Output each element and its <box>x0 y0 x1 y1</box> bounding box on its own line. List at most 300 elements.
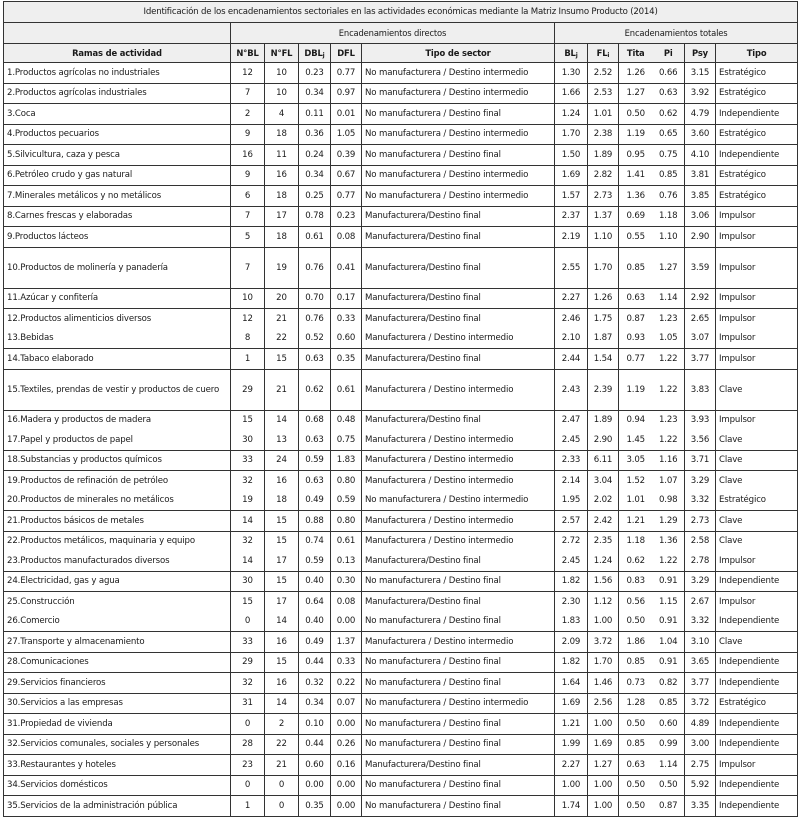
cell-nbl: 29 <box>231 369 265 410</box>
cell-pi: 1.23 <box>653 410 685 430</box>
cell-dfl: 1.83 <box>331 450 362 471</box>
cell-tipo: Impulsor <box>716 329 798 349</box>
cell-nbl: 5 <box>231 227 265 248</box>
table-row <box>4 247 798 288</box>
cell-nbl: 8 <box>231 329 265 349</box>
cell-tita: 1.41 <box>619 165 653 186</box>
cell-rama: 20.Productos de minerales no metálicos <box>4 491 231 511</box>
cell-dbl: 0.36 <box>299 124 331 145</box>
cell-tita: 0.50 <box>619 714 653 735</box>
cell-fl: 1.75 <box>588 309 619 329</box>
cell-tita: 0.62 <box>619 551 653 571</box>
cell-dbl: 0.63 <box>299 471 331 491</box>
cell-pi: 1.22 <box>653 430 685 450</box>
cell-fl: 2.82 <box>588 165 619 186</box>
cell-fl: 2.90 <box>588 430 619 450</box>
cell-psy: 3.85 <box>685 186 716 207</box>
cell-pi: 1.22 <box>653 551 685 571</box>
cell-psy: 3.56 <box>685 430 716 450</box>
cell-tipo-sector: No manufacturera / Destino final <box>362 673 555 694</box>
cell-psy: 4.79 <box>685 104 716 125</box>
cell-dfl: 0.97 <box>331 83 362 104</box>
col-header-nfl: N°FL <box>265 44 299 63</box>
cell-tita: 0.50 <box>619 796 653 817</box>
cell-tita: 0.63 <box>619 288 653 309</box>
cell-nbl: 32 <box>231 531 265 551</box>
cell-nbl: 23 <box>231 755 265 776</box>
cell-rama: 14.Tabaco elaborado <box>4 349 231 370</box>
cell-nfl: 18 <box>265 186 299 207</box>
cell-fl: 2.73 <box>588 186 619 207</box>
cell-pi: 1.36 <box>653 531 685 551</box>
cell-dbl: 0.68 <box>299 410 331 430</box>
cell-tita: 0.85 <box>619 247 653 288</box>
col-header-tipo: Tipo <box>716 44 798 63</box>
table-title: Identificación de los encadenamientos sectoriales en las actividades económicas mediante la Matriz Insumo Producto (2014) <box>4 2 798 23</box>
cell-nbl: 9 <box>231 165 265 186</box>
cell-pi: 1.05 <box>653 329 685 349</box>
cell-dfl: 0.39 <box>331 145 362 166</box>
table-row <box>4 491 798 511</box>
cell-pi: 0.76 <box>653 186 685 207</box>
cell-rama: 29.Servicios financieros <box>4 673 231 694</box>
cell-tipo: Estratégico <box>716 83 798 104</box>
table-row <box>4 775 798 796</box>
cell-dbl: 0.49 <box>299 632 331 653</box>
cell-psy: 3.32 <box>685 612 716 632</box>
cell-psy: 3.77 <box>685 673 716 694</box>
cell-tipo: Independiente <box>716 673 798 694</box>
table-row <box>4 755 798 776</box>
cell-pi: 0.99 <box>653 734 685 755</box>
cell-rama: 30.Servicios a las empresas <box>4 693 231 714</box>
cell-dbl: 0.88 <box>299 511 331 532</box>
cell-dfl: 0.60 <box>331 329 362 349</box>
cell-psy: 3.35 <box>685 796 716 817</box>
cell-dfl: 0.67 <box>331 165 362 186</box>
cell-psy: 3.65 <box>685 652 716 673</box>
cell-dbl: 0.76 <box>299 309 331 329</box>
cell-pi: 0.62 <box>653 104 685 125</box>
cell-fl: 3.04 <box>588 471 619 491</box>
cell-tita: 0.50 <box>619 775 653 796</box>
cell-nfl: 15 <box>265 652 299 673</box>
cell-pi: 0.66 <box>653 63 685 84</box>
cell-tita: 0.94 <box>619 410 653 430</box>
cell-tipo-sector: No manufacturera / Destino intermedio <box>362 124 555 145</box>
table-row <box>4 83 798 104</box>
group-header-direct: Encadenamientos directos <box>231 23 555 44</box>
cell-nfl: 22 <box>265 329 299 349</box>
cell-rama: 24.Electricidad, gas y agua <box>4 571 231 592</box>
cell-dfl: 0.80 <box>331 511 362 532</box>
cell-rama: 5.Silvicultura, caza y pesca <box>4 145 231 166</box>
cell-bl: 2.27 <box>555 755 588 776</box>
cell-nfl: 17 <box>265 592 299 612</box>
cell-nfl: 15 <box>265 571 299 592</box>
cell-psy: 3.07 <box>685 329 716 349</box>
cell-fl: 2.38 <box>588 124 619 145</box>
cell-psy: 2.92 <box>685 288 716 309</box>
cell-psy: 3.59 <box>685 247 716 288</box>
cell-dfl: 0.59 <box>331 491 362 511</box>
cell-psy: 3.06 <box>685 206 716 227</box>
cell-nfl: 20 <box>265 288 299 309</box>
cell-tipo-sector: No manufacturera / Destino intermedio <box>362 63 555 84</box>
table-row <box>4 796 798 817</box>
cell-nfl: 18 <box>265 124 299 145</box>
cell-tita: 0.85 <box>619 734 653 755</box>
cell-nfl: 16 <box>265 673 299 694</box>
cell-dfl: 0.61 <box>331 369 362 410</box>
cell-rama: 26.Comercio <box>4 612 231 632</box>
cell-nfl: 4 <box>265 104 299 125</box>
linkage-table <box>3 1 798 817</box>
cell-rama: 3.Coca <box>4 104 231 125</box>
cell-pi: 0.91 <box>653 652 685 673</box>
cell-bl: 1.95 <box>555 491 588 511</box>
cell-tipo-sector: No manufacturera / Destino intermedio <box>362 186 555 207</box>
cell-nfl: 14 <box>265 410 299 430</box>
cell-rama: 11.Azúcar y confitería <box>4 288 231 309</box>
cell-bl: 2.27 <box>555 288 588 309</box>
cell-bl: 2.44 <box>555 349 588 370</box>
table-row <box>4 693 798 714</box>
cell-pi: 1.14 <box>653 288 685 309</box>
cell-pi: 1.22 <box>653 349 685 370</box>
cell-dbl: 0.52 <box>299 329 331 349</box>
cell-bl: 2.09 <box>555 632 588 653</box>
cell-dfl: 0.48 <box>331 410 362 430</box>
col-header-fl: $FL_i$ <box>588 44 619 63</box>
cell-tipo: Impulsor <box>716 410 798 430</box>
cell-dbl: 0.25 <box>299 186 331 207</box>
cell-tipo-sector: Manufacturera/Destino final <box>362 288 555 309</box>
cell-tipo-sector: Manufacturera / Destino intermedio <box>362 632 555 653</box>
cell-fl: 2.52 <box>588 63 619 84</box>
cell-nfl: 15 <box>265 511 299 532</box>
cell-tipo: Impulsor <box>716 755 798 776</box>
cell-tipo-sector: Manufacturera / Destino intermedio <box>362 329 555 349</box>
group-header-total: Encadenamientos totales <box>555 23 798 44</box>
cell-tipo-sector: Manufacturera/Destino final <box>362 349 555 370</box>
cell-dfl: 0.80 <box>331 471 362 491</box>
cell-tipo: Impulsor <box>716 206 798 227</box>
cell-tipo-sector: Manufacturera / Destino intermedio <box>362 450 555 471</box>
cell-pi: 1.18 <box>653 206 685 227</box>
cell-tipo: Estratégico <box>716 63 798 84</box>
cell-pi: 1.07 <box>653 471 685 491</box>
cell-fl: 1.01 <box>588 104 619 125</box>
cell-nbl: 29 <box>231 652 265 673</box>
cell-fl: 1.70 <box>588 652 619 673</box>
cell-psy: 3.29 <box>685 571 716 592</box>
cell-bl: 2.37 <box>555 206 588 227</box>
cell-nfl: 18 <box>265 227 299 248</box>
cell-fl: 1.27 <box>588 755 619 776</box>
cell-rama: 13.Bebidas <box>4 329 231 349</box>
cell-nfl: 14 <box>265 612 299 632</box>
cell-dbl: 0.00 <box>299 775 331 796</box>
cell-bl: 1.99 <box>555 734 588 755</box>
cell-dbl: 0.59 <box>299 450 331 471</box>
table-row <box>4 450 798 471</box>
cell-tita: 1.26 <box>619 63 653 84</box>
cell-nbl: 9 <box>231 124 265 145</box>
cell-tipo-sector: No manufacturera / Destino final <box>362 714 555 735</box>
cell-rama: 27.Transporte y almacenamiento <box>4 632 231 653</box>
cell-bl: 1.83 <box>555 612 588 632</box>
cell-dbl: 0.44 <box>299 652 331 673</box>
cell-dfl: 0.77 <box>331 186 362 207</box>
cell-tipo: Clave <box>716 632 798 653</box>
cell-nbl: 14 <box>231 511 265 532</box>
cell-fl: 1.70 <box>588 247 619 288</box>
cell-rama: 7.Minerales metálicos y no metálicos <box>4 186 231 207</box>
cell-tipo-sector: Manufacturera / Destino intermedio <box>362 430 555 450</box>
cell-bl: 1.24 <box>555 104 588 125</box>
cell-bl: 1.69 <box>555 693 588 714</box>
cell-tita: 0.50 <box>619 104 653 125</box>
col-header-psy: Psy <box>685 44 716 63</box>
cell-fl: 1.46 <box>588 673 619 694</box>
cell-tipo: Impulsor <box>716 247 798 288</box>
cell-nfl: 21 <box>265 755 299 776</box>
cell-dfl: 1.37 <box>331 632 362 653</box>
table-row <box>4 734 798 755</box>
cell-nbl: 14 <box>231 551 265 571</box>
cell-bl: 2.19 <box>555 227 588 248</box>
cell-psy: 3.60 <box>685 124 716 145</box>
cell-pi: 0.60 <box>653 714 685 735</box>
cell-bl: 2.47 <box>555 410 588 430</box>
cell-tipo-sector: Manufacturera/Destino final <box>362 227 555 248</box>
cell-bl: 1.70 <box>555 124 588 145</box>
cell-dfl: 0.01 <box>331 104 362 125</box>
cell-nbl: 32 <box>231 673 265 694</box>
cell-tipo: Independiente <box>716 652 798 673</box>
col-header-pi: Pi <box>653 44 685 63</box>
cell-bl: 2.14 <box>555 471 588 491</box>
cell-tipo: Independiente <box>716 145 798 166</box>
cell-rama: 4.Productos pecuarios <box>4 124 231 145</box>
cell-tipo-sector: Manufacturera/Destino final <box>362 309 555 329</box>
cell-dfl: 0.00 <box>331 775 362 796</box>
cell-rama: 10.Productos de molinería y panadería <box>4 247 231 288</box>
cell-tipo: Estratégico <box>716 491 798 511</box>
cell-rama: 34.Servicios domésticos <box>4 775 231 796</box>
cell-rama: 17.Papel y productos de papel <box>4 430 231 450</box>
cell-nbl: 16 <box>231 145 265 166</box>
cell-bl: 1.74 <box>555 796 588 817</box>
cell-bl: 1.57 <box>555 186 588 207</box>
cell-tipo: Clave <box>716 430 798 450</box>
cell-tita: 1.18 <box>619 531 653 551</box>
cell-tipo: Independiente <box>716 775 798 796</box>
cell-dbl: 0.11 <box>299 104 331 125</box>
table-row <box>4 145 798 166</box>
col-header-dfl: DFL <box>331 44 362 63</box>
cell-dbl: 0.63 <box>299 349 331 370</box>
cell-psy: 4.89 <box>685 714 716 735</box>
cell-dfl: 0.41 <box>331 247 362 288</box>
cell-psy: 3.83 <box>685 369 716 410</box>
cell-nbl: 31 <box>231 693 265 714</box>
cell-psy: 3.10 <box>685 632 716 653</box>
cell-pi: 1.22 <box>653 369 685 410</box>
cell-psy: 2.67 <box>685 592 716 612</box>
linkage-table-container <box>3 1 797 817</box>
cell-bl: 2.33 <box>555 450 588 471</box>
cell-pi: 0.91 <box>653 612 685 632</box>
cell-bl: 2.72 <box>555 531 588 551</box>
cell-nbl: 19 <box>231 491 265 511</box>
cell-dfl: 0.33 <box>331 309 362 329</box>
cell-pi: 0.63 <box>653 83 685 104</box>
table-row <box>4 612 798 632</box>
cell-tipo-sector: No manufacturera / Destino final <box>362 652 555 673</box>
cell-bl: 2.45 <box>555 430 588 450</box>
table-row <box>4 369 798 410</box>
cell-dfl: 0.13 <box>331 551 362 571</box>
cell-tipo-sector: No manufacturera / Destino final <box>362 104 555 125</box>
table-row <box>4 652 798 673</box>
cell-nbl: 2 <box>231 104 265 125</box>
cell-tipo-sector: Manufacturera / Destino intermedio <box>362 369 555 410</box>
cell-psy: 3.72 <box>685 693 716 714</box>
cell-tipo: Independiente <box>716 796 798 817</box>
cell-tipo-sector: Manufacturera/Destino final <box>362 551 555 571</box>
cell-tita: 1.01 <box>619 491 653 511</box>
cell-pi: 0.85 <box>653 693 685 714</box>
cell-tita: 1.19 <box>619 124 653 145</box>
cell-tita: 0.50 <box>619 612 653 632</box>
cell-dbl: 0.24 <box>299 145 331 166</box>
cell-dbl: 0.32 <box>299 673 331 694</box>
col-header-bl: $BL_j$ <box>555 44 588 63</box>
cell-tita: 1.27 <box>619 83 653 104</box>
cell-tipo: Impulsor <box>716 227 798 248</box>
cell-tipo: Estratégico <box>716 124 798 145</box>
cell-nbl: 1 <box>231 349 265 370</box>
cell-fl: 2.53 <box>588 83 619 104</box>
col-header-tita: Tita <box>619 44 653 63</box>
cell-nfl: 15 <box>265 349 299 370</box>
cell-fl: 1.00 <box>588 612 619 632</box>
cell-dfl: 0.61 <box>331 531 362 551</box>
cell-rama: 18.Substancias y productos químicos <box>4 450 231 471</box>
cell-tita: 0.85 <box>619 652 653 673</box>
cell-dfl: 0.75 <box>331 430 362 450</box>
cell-fl: 6.11 <box>588 450 619 471</box>
cell-bl: 2.43 <box>555 369 588 410</box>
cell-dbl: 0.64 <box>299 592 331 612</box>
cell-dfl: 0.08 <box>331 592 362 612</box>
cell-fl: 1.00 <box>588 714 619 735</box>
cell-tipo: Clave <box>716 450 798 471</box>
cell-tipo: Impulsor <box>716 309 798 329</box>
cell-fl: 1.54 <box>588 349 619 370</box>
cell-psy: 5.92 <box>685 775 716 796</box>
cell-tipo-sector: No manufacturera / Destino intermedio <box>362 693 555 714</box>
cell-psy: 3.29 <box>685 471 716 491</box>
cell-dfl: 0.08 <box>331 227 362 248</box>
cell-dbl: 0.62 <box>299 369 331 410</box>
cell-pi: 0.91 <box>653 571 685 592</box>
cell-psy: 3.93 <box>685 410 716 430</box>
cell-tita: 0.83 <box>619 571 653 592</box>
cell-tipo-sector: Manufacturera/Destino final <box>362 247 555 288</box>
cell-pi: 0.82 <box>653 673 685 694</box>
cell-tita: 0.87 <box>619 309 653 329</box>
cell-dbl: 0.63 <box>299 430 331 450</box>
cell-tita: 0.63 <box>619 755 653 776</box>
table-row <box>4 309 798 329</box>
cell-tipo: Impulsor <box>716 288 798 309</box>
cell-fl: 2.42 <box>588 511 619 532</box>
cell-tipo-sector: Manufacturera/Destino final <box>362 755 555 776</box>
cell-nbl: 30 <box>231 571 265 592</box>
cell-nfl: 16 <box>265 632 299 653</box>
cell-nfl: 24 <box>265 450 299 471</box>
cell-tita: 0.93 <box>619 329 653 349</box>
cell-psy: 4.10 <box>685 145 716 166</box>
cell-bl: 2.45 <box>555 551 588 571</box>
cell-tipo-sector: No manufacturera / Destino final <box>362 612 555 632</box>
table-row <box>4 227 798 248</box>
cell-bl: 1.21 <box>555 714 588 735</box>
table-row <box>4 329 798 349</box>
cell-tipo: Clave <box>716 471 798 491</box>
cell-nfl: 2 <box>265 714 299 735</box>
cell-nbl: 15 <box>231 592 265 612</box>
cell-nfl: 17 <box>265 206 299 227</box>
cell-nfl: 21 <box>265 309 299 329</box>
cell-fl: 2.56 <box>588 693 619 714</box>
cell-tita: 1.36 <box>619 186 653 207</box>
cell-fl: 2.02 <box>588 491 619 511</box>
cell-tipo: Independiente <box>716 714 798 735</box>
cell-fl: 1.24 <box>588 551 619 571</box>
cell-nbl: 12 <box>231 309 265 329</box>
cell-psy: 3.92 <box>685 83 716 104</box>
cell-tita: 1.19 <box>619 369 653 410</box>
cell-pi: 1.14 <box>653 755 685 776</box>
cell-pi: 0.65 <box>653 124 685 145</box>
cell-nfl: 17 <box>265 551 299 571</box>
table-row <box>4 186 798 207</box>
table-row <box>4 165 798 186</box>
col-header-tipo-sector: Tipo de sector <box>362 44 555 63</box>
cell-psy: 2.65 <box>685 309 716 329</box>
cell-psy: 2.73 <box>685 511 716 532</box>
cell-dfl: 0.35 <box>331 349 362 370</box>
cell-tita: 0.56 <box>619 592 653 612</box>
table-row <box>4 63 798 84</box>
cell-nbl: 15 <box>231 410 265 430</box>
cell-pi: 1.10 <box>653 227 685 248</box>
cell-bl: 1.30 <box>555 63 588 84</box>
cell-psy: 3.77 <box>685 349 716 370</box>
cell-nfl: 22 <box>265 734 299 755</box>
cell-dbl: 0.44 <box>299 734 331 755</box>
cell-nfl: 15 <box>265 531 299 551</box>
table-row <box>4 551 798 571</box>
cell-fl: 1.56 <box>588 571 619 592</box>
cell-dbl: 0.34 <box>299 165 331 186</box>
cell-nbl: 12 <box>231 63 265 84</box>
cell-nbl: 33 <box>231 450 265 471</box>
